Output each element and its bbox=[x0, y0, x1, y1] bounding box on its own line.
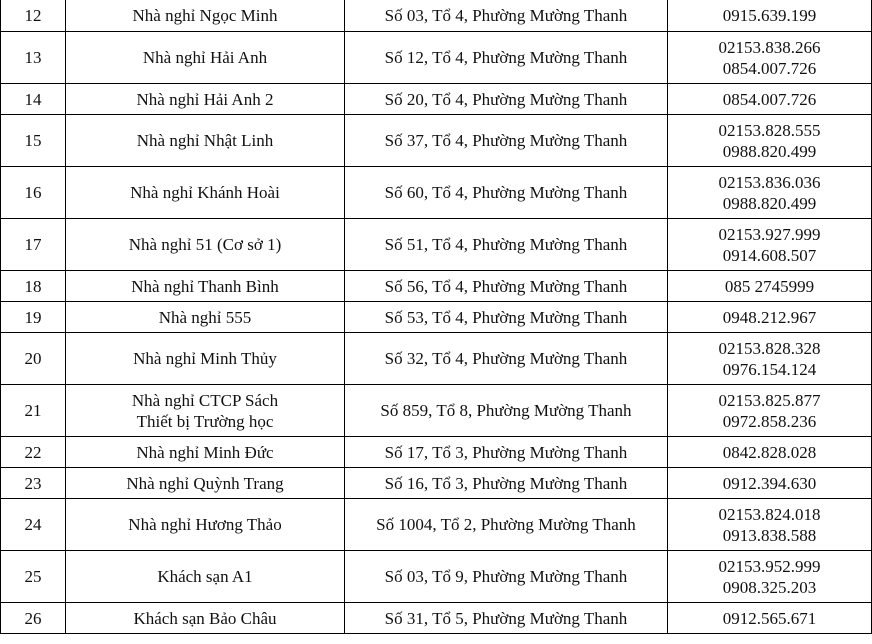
establishment-name bbox=[66, 84, 345, 115]
phone bbox=[668, 333, 872, 385]
table-row bbox=[1, 115, 872, 167]
phone-line: 0976.154.124 bbox=[722, 359, 817, 379]
address: Số 31, Tổ 5, Phường Mường Thanh bbox=[345, 603, 668, 634]
establishment-name bbox=[66, 437, 345, 468]
phone-line: 02153.927.999 bbox=[718, 224, 821, 244]
establishment-name bbox=[66, 219, 345, 271]
table-row bbox=[1, 219, 872, 271]
name-line: Nhà nghỉ Minh Thủy bbox=[133, 349, 277, 368]
name-line: Nhà nghỉ Minh Đức bbox=[136, 442, 274, 462]
name-line: Nhà nghỉ Hải Anh 2 bbox=[136, 89, 274, 109]
table-row bbox=[1, 167, 872, 219]
name-line: Khách sạn Bảo Châu bbox=[133, 608, 277, 628]
phone-line: 0854.007.726 bbox=[722, 58, 817, 78]
phone bbox=[668, 84, 872, 115]
table-row bbox=[1, 468, 872, 499]
name-line: Nhà nghỉ CTCP Sách bbox=[131, 390, 279, 410]
name-line: Nhà nghỉ Nhật Linh bbox=[136, 131, 274, 150]
phone-line: 0948.212.967 bbox=[722, 307, 817, 327]
row-number: 20 bbox=[1, 333, 66, 385]
row-number: 17 bbox=[1, 219, 66, 271]
phone-line: 02153.825.877 bbox=[718, 390, 821, 410]
establishment-name bbox=[66, 302, 345, 333]
row-number: 15 bbox=[1, 115, 66, 167]
row-number: 13 bbox=[1, 32, 66, 84]
row-number: 19 bbox=[1, 302, 66, 333]
phone-line: 02153.828.328 bbox=[718, 338, 821, 358]
name-line: Nhà nghỉ Ngọc Minh bbox=[132, 6, 278, 25]
phone-line: 0854.007.726 bbox=[722, 89, 817, 109]
row-number: 22 bbox=[1, 437, 66, 468]
row-number: 12 bbox=[1, 0, 66, 32]
table-row bbox=[1, 0, 872, 32]
table-row bbox=[1, 302, 872, 333]
phone bbox=[668, 302, 872, 333]
name-line: Nhà nghỉ Thanh Bình bbox=[131, 276, 279, 296]
phone bbox=[668, 271, 872, 302]
address: Số 16, Tổ 3, Phường Mường Thanh bbox=[345, 468, 668, 499]
table-row bbox=[1, 333, 872, 385]
name-line: Nhà nghỉ Khánh Hoài bbox=[130, 183, 280, 202]
phone bbox=[668, 551, 872, 603]
row-number: 26 bbox=[1, 603, 66, 634]
establishment-name bbox=[66, 333, 345, 385]
table-row bbox=[1, 499, 872, 551]
phone-line: 0913.838.588 bbox=[722, 525, 817, 545]
establishment-name bbox=[66, 499, 345, 551]
establishment-name bbox=[66, 167, 345, 219]
phone bbox=[668, 115, 872, 167]
name-line: Nhà nghỉ 555 bbox=[158, 307, 252, 327]
row-number: 24 bbox=[1, 499, 66, 551]
phone-line: 0972.858.236 bbox=[722, 411, 817, 431]
address: Số 12, Tổ 4, Phường Mường Thanh bbox=[345, 32, 668, 84]
phone-line: 0912.565.671 bbox=[722, 608, 817, 628]
address: Số 37, Tổ 4, Phường Mường Thanh bbox=[345, 115, 668, 167]
establishment-name bbox=[66, 32, 345, 84]
address: Số 859, Tổ 8, Phường Mường Thanh bbox=[345, 385, 668, 437]
phone bbox=[668, 603, 872, 634]
phone bbox=[668, 167, 872, 219]
phone bbox=[668, 219, 872, 271]
phone-line: 0915.639.199 bbox=[722, 6, 817, 25]
phone-line: 02153.952.999 bbox=[718, 556, 821, 576]
name-line: Khách sạn A1 bbox=[157, 567, 253, 586]
row-number: 21 bbox=[1, 385, 66, 437]
establishment-name bbox=[66, 115, 345, 167]
phone bbox=[668, 385, 872, 437]
table-row bbox=[1, 271, 872, 302]
table-row bbox=[1, 603, 872, 634]
table-row bbox=[1, 84, 872, 115]
table-row bbox=[1, 385, 872, 437]
address: Số 03, Tổ 4, Phường Mường Thanh bbox=[345, 0, 668, 32]
address: Số 20, Tổ 4, Phường Mường Thanh bbox=[345, 84, 668, 115]
phone-line: 0842.828.028 bbox=[722, 442, 817, 462]
address: Số 03, Tổ 9, Phường Mường Thanh bbox=[345, 551, 668, 603]
phone-line: 02153.828.555 bbox=[718, 120, 821, 140]
address: Số 56, Tổ 4, Phường Mường Thanh bbox=[345, 271, 668, 302]
table-row bbox=[1, 437, 872, 468]
phone bbox=[668, 468, 872, 499]
row-number: 23 bbox=[1, 468, 66, 499]
phone-line: 0912.394.630 bbox=[722, 473, 817, 493]
establishment-name bbox=[66, 0, 345, 32]
phone bbox=[668, 437, 872, 468]
phone-line: 0908.325.203 bbox=[722, 577, 817, 597]
name-line: Nhà nghỉ Hương Thảo bbox=[128, 515, 282, 534]
row-number: 14 bbox=[1, 84, 66, 115]
phone-line: 0914.608.507 bbox=[722, 245, 817, 265]
phone bbox=[668, 32, 872, 84]
phone-line: 085 2745999 bbox=[724, 276, 815, 296]
establishment-name bbox=[66, 603, 345, 634]
table-row bbox=[1, 32, 872, 84]
row-number: 18 bbox=[1, 271, 66, 302]
establishment-name bbox=[66, 385, 345, 437]
establishment-name bbox=[66, 468, 345, 499]
row-number: 16 bbox=[1, 167, 66, 219]
table-body bbox=[1, 0, 872, 634]
phone bbox=[668, 0, 872, 32]
phone-line: 0988.820.499 bbox=[722, 193, 817, 213]
row-number: 25 bbox=[1, 551, 66, 603]
establishment-name bbox=[66, 271, 345, 302]
name-line: Thiết bị Trường học bbox=[136, 411, 274, 431]
address: Số 51, Tổ 4, Phường Mường Thanh bbox=[345, 219, 668, 271]
address: Số 53, Tổ 4, Phường Mường Thanh bbox=[345, 302, 668, 333]
phone-line: 02153.838.266 bbox=[718, 37, 821, 57]
address: Số 32, Tổ 4, Phường Mường Thanh bbox=[345, 333, 668, 385]
name-line: Nhà nghỉ Quỳnh Trang bbox=[126, 473, 284, 493]
phone-line: 02153.836.036 bbox=[718, 172, 821, 192]
name-line: Nhà nghỉ 51 (Cơ sở 1) bbox=[128, 235, 282, 254]
establishment-name bbox=[66, 551, 345, 603]
address: Số 1004, Tổ 2, Phường Mường Thanh bbox=[345, 499, 668, 551]
table-row bbox=[1, 551, 872, 603]
address: Số 17, Tổ 3, Phường Mường Thanh bbox=[345, 437, 668, 468]
phone-line: 0988.820.499 bbox=[722, 141, 817, 161]
phone bbox=[668, 499, 872, 551]
phone-line: 02153.824.018 bbox=[718, 504, 821, 524]
name-line: Nhà nghỉ Hải Anh bbox=[142, 48, 268, 67]
address: Số 60, Tổ 4, Phường Mường Thanh bbox=[345, 167, 668, 219]
